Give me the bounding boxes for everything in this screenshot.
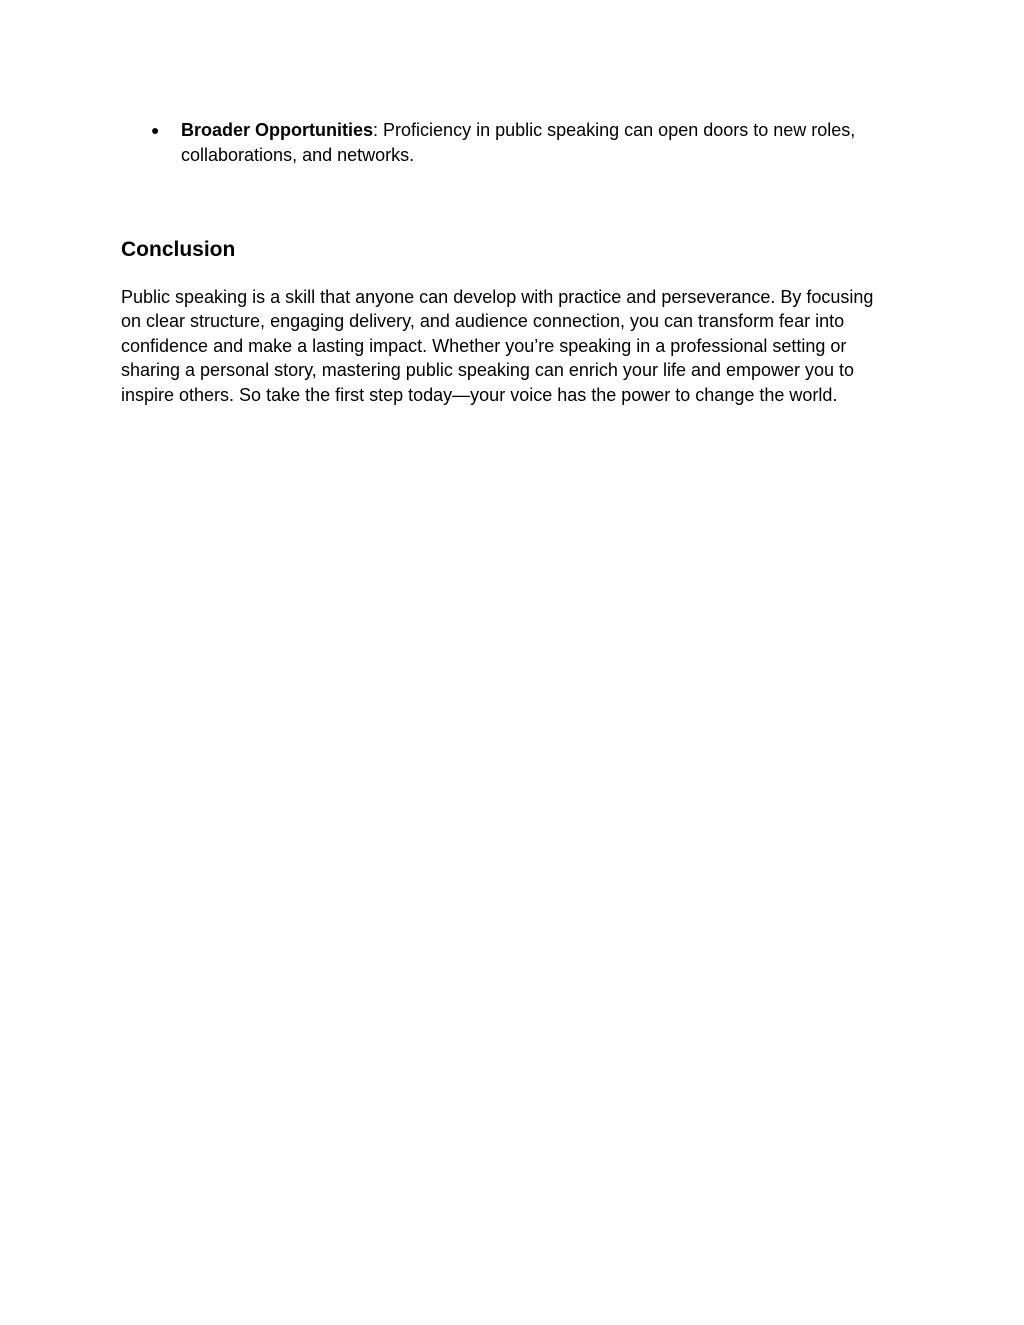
bullet-term: Broader Opportunities [181, 120, 374, 140]
list-item [151, 118, 896, 167]
bullet-text: Proficiency in public speaking can open doors to new roles, collaborations, and networks. [181, 120, 856, 165]
conclusion-heading: Conclusion [121, 238, 236, 261]
bullet-separator: : [373, 120, 379, 140]
conclusion-paragraph: Public speaking is a skill that anyone can develop with practice and perseverance. By focusing on clear structure, engaging delivery, and audience connection, you can transform fear into confidence and make a lasting impact. Whether you’re speaking in a professional setting or sharing a personal story, mastering public speaking can enrich your life and empower you to inspire others. So take the first step today—your voice has the power to change the world. [121, 287, 874, 405]
bullet-list [151, 118, 896, 167]
bullet-icon: ● [151, 122, 160, 138]
